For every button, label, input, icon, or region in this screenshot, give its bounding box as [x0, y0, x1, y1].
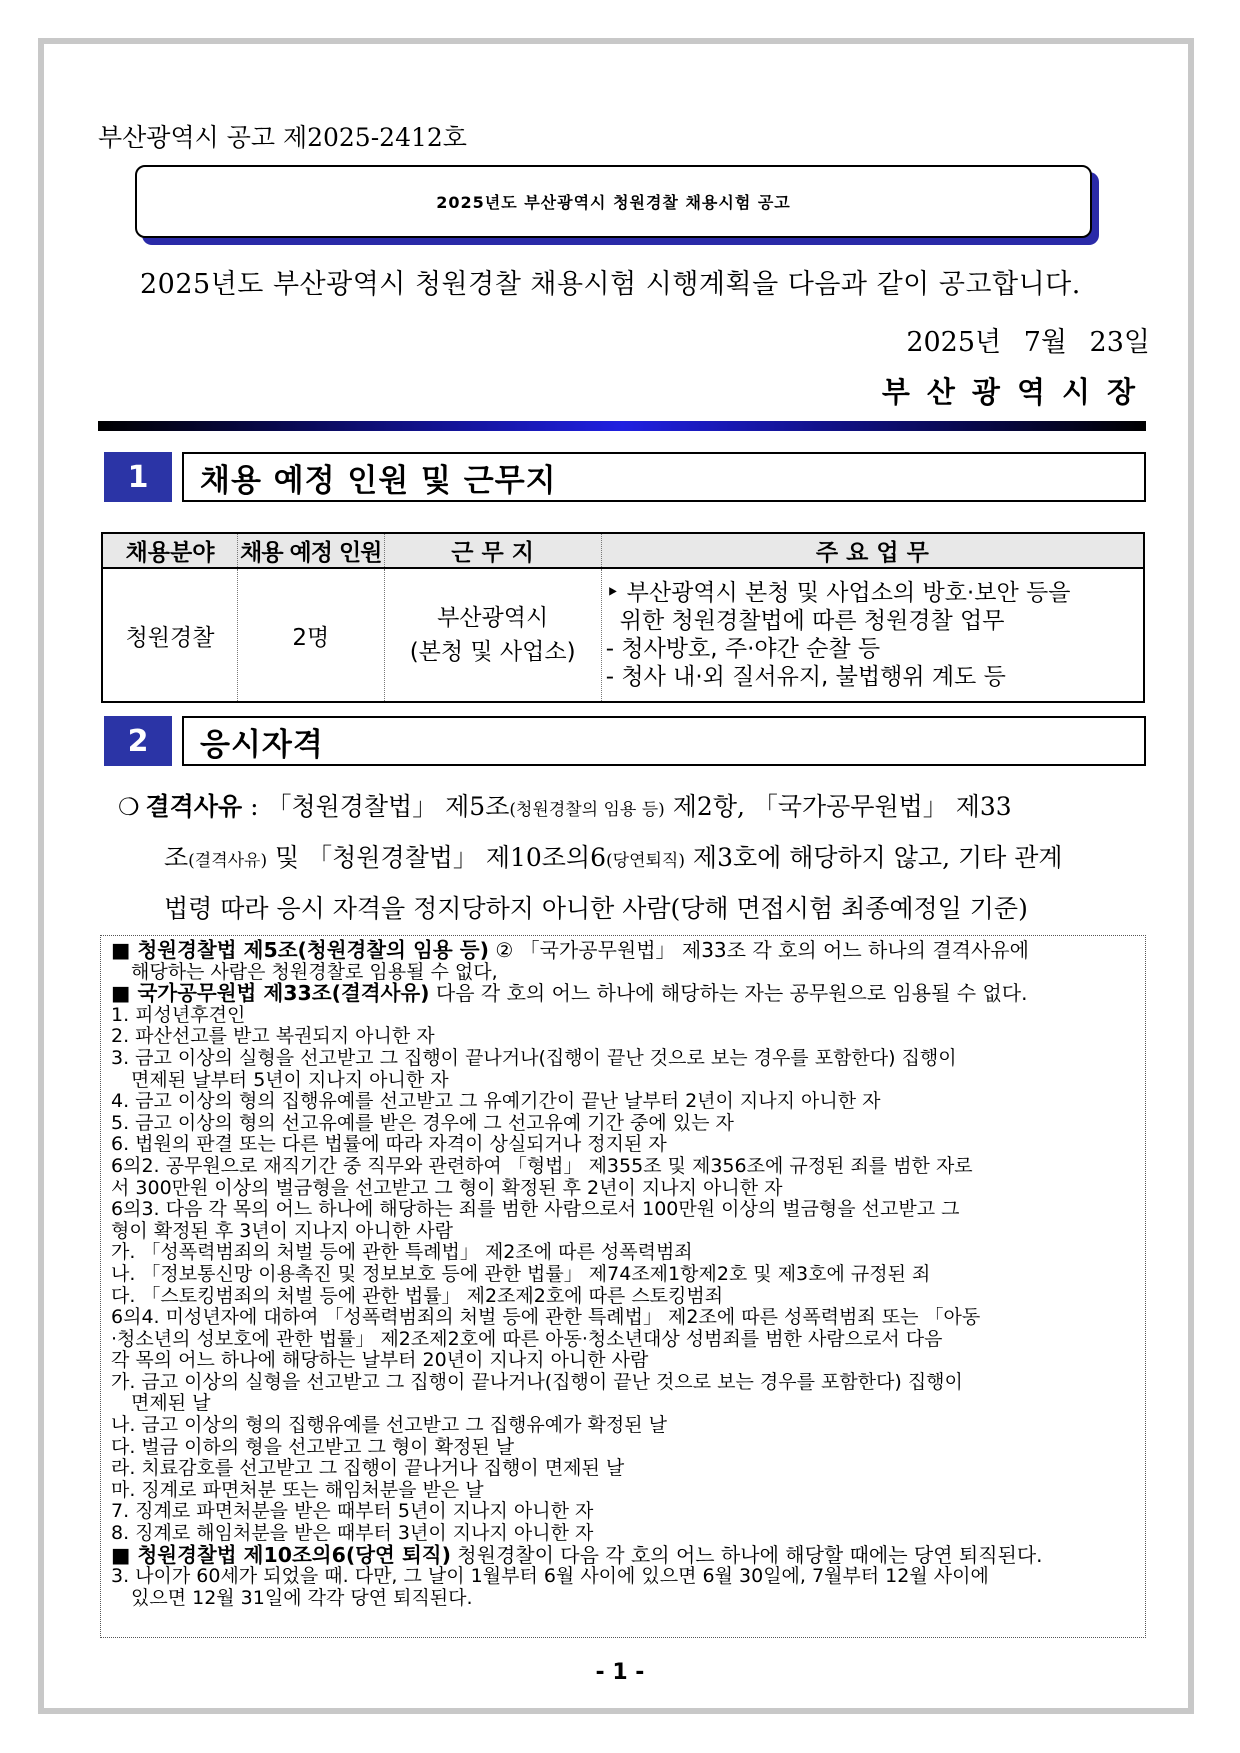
- law-text: ② 「국가공무원법」 제33조 각 호의 어느 하나의 결격사유에: [488, 938, 1029, 962]
- law-line: [111, 1070, 1135, 1092]
- law-text: 마. 징계로 파면처분 또는 해임처분을 받은 날: [111, 1478, 484, 1501]
- law-line: [111, 1437, 1135, 1459]
- qualification-paragraph: [118, 783, 1148, 932]
- qualification-text: 제3호에 해당하지 않고, 기타 관계: [684, 843, 1063, 872]
- law-line: [111, 983, 1135, 1005]
- law-line: [111, 1415, 1135, 1437]
- law-text: 다. 「스토킹범죄의 처벌 등에 관한 법률」 제2조제2호에 따른 스토킹범죄: [111, 1284, 724, 1307]
- law-line: [111, 1588, 1135, 1610]
- law-text: 서 300만원 이상의 벌금형을 선고받고 그 형이 확정된 후 2년이 지나지 아니한 자: [111, 1176, 783, 1199]
- law-line: [111, 1350, 1135, 1372]
- count-cell: 2명: [238, 568, 384, 702]
- section-1-number: 1: [104, 452, 172, 502]
- circle-bullet-icon: ❍: [118, 793, 140, 821]
- duty-line: 위한 청원경찰법에 따른 청원경찰 업무: [619, 608, 1005, 634]
- section-2-number: 2: [104, 716, 172, 766]
- section-2-title: 응시자격: [182, 716, 1146, 766]
- law-line: [111, 1458, 1135, 1480]
- qualification-small-text: (결격사유): [188, 851, 268, 871]
- qualification-text: 조: [164, 843, 189, 872]
- law-line: [111, 1372, 1135, 1394]
- qualification-text: : 「청원경찰법」 제5조: [242, 792, 510, 821]
- law-text: 2. 파산선고를 받고 복권되지 아니한 자: [111, 1025, 435, 1048]
- law-heading: ■ 청원경찰법 제5조(청원경찰의 임용 등): [111, 938, 489, 962]
- law-line: [111, 1264, 1135, 1286]
- law-line: [111, 1221, 1135, 1243]
- law-line: [111, 1242, 1135, 1264]
- header-duties: 주 요 업 무: [601, 533, 1144, 568]
- duty-line: ‣ 부산광역시 본청 및 사업소의 방호·보안 등을: [605, 580, 1071, 606]
- law-line: [111, 1113, 1135, 1135]
- duties-cell: [601, 568, 1144, 702]
- law-line: [111, 1005, 1135, 1027]
- header-count: 채용 예정 인원: [238, 533, 384, 568]
- law-line: [111, 962, 1135, 984]
- law-line: [111, 940, 1135, 962]
- qualification-text: 및 「청원경찰법」 제10조의6: [267, 843, 607, 872]
- law-text: 다음 각 호의 어느 하나에 해당하는 자는 공무원으로 임용될 수 없다.: [429, 981, 1028, 1006]
- hire-table-header: [102, 533, 1144, 568]
- law-line: [111, 1026, 1135, 1048]
- notice-number: 부산광역시 공고 제2025-2412호: [98, 123, 467, 152]
- law-line: [111, 1134, 1135, 1156]
- qualification-text: 제2항, 「국가공무원법」 제33: [664, 792, 1012, 821]
- header-location: 근 무 지: [384, 533, 601, 568]
- law-heading: ■ 청원경찰법 제10조의6(당연 퇴직): [111, 1542, 451, 1567]
- law-line: [111, 1480, 1135, 1502]
- duty-line: - 청사방호, 주·야간 순찰 등: [605, 636, 881, 662]
- notice-date: 2025년 7월 23일: [906, 327, 1150, 358]
- law-text: 라. 치료감호를 선고받고 그 집행이 끝나거나 집행이 면제된 날: [111, 1457, 625, 1480]
- law-line: [111, 1048, 1135, 1070]
- location-line-1: 부산광역시: [437, 605, 549, 631]
- law-line: [111, 1393, 1135, 1415]
- header-divider: [98, 421, 1146, 431]
- law-text: 형이 확정된 후 3년이 지나지 아니한 사람: [111, 1219, 453, 1242]
- intro-text: 2025년도 부산광역시 청원경찰 채용시험 시행계획을 다음과 같이 공고합니다.: [140, 269, 1081, 300]
- qualification-line: [118, 783, 1148, 834]
- law-line: [111, 1307, 1135, 1329]
- law-line: [111, 1286, 1135, 1308]
- law-excerpt-box: [100, 935, 1146, 1638]
- law-text: 6의2. 공무원으로 재직기간 중 직무와 관련하여 「형법」 제355조 및 제356조에 규정된 죄를 범한 자로: [111, 1154, 973, 1177]
- page-title: 2025년도 부산광역시 청원경찰 채용시험 공고: [135, 165, 1092, 238]
- header-field: 채용분야: [102, 533, 238, 568]
- qualification-head: 결격사유: [145, 792, 243, 821]
- law-text: 6의4. 미성년자에 대하여 「성폭력범죄의 처벌 등에 관한 특례법」 제2조에 따른 성폭력범죄 또는 「아동: [111, 1306, 981, 1329]
- qualification-line: 법령 따라 응시 자격을 정지당하지 아니한 사람(당해 면접시험 최종예정일 기준): [164, 894, 1028, 923]
- issuer: 부산광역시장: [881, 375, 1152, 409]
- law-text: 8. 징계로 해임처분을 받은 때부터 3년이 지나지 아니한 자: [111, 1522, 594, 1545]
- law-text: 가. 금고 이상의 실형을 선고받고 그 집행이 끝나거나(집행이 끝난 것으로 보는 경우를 포함한다) 집행이: [111, 1370, 963, 1393]
- law-text: 3. 나이가 60세가 되었을 때. 다만, 그 날이 1월부터 6월 사이에 있으면 6월 30일에, 7월부터 12월 사이에: [111, 1565, 989, 1588]
- law-text: 7. 징계로 파면처분을 받은 때부터 5년이 지나지 아니한 자: [111, 1500, 594, 1523]
- field-cell: 청원경찰: [102, 568, 238, 702]
- law-line: [111, 1501, 1135, 1523]
- law-text: 면제된 날: [131, 1392, 211, 1415]
- law-text: 있으면 12월 31일에 각각 당연 퇴직된다.: [131, 1586, 473, 1609]
- law-text: 5. 금고 이상의 형의 선고유예를 받은 경우에 그 선고유예 기간 중에 있는 자: [111, 1111, 734, 1134]
- qualification-small-text: (청원경찰의 임용 등): [509, 800, 665, 820]
- law-line: [111, 1091, 1135, 1113]
- law-text: 6. 법원의 판결 또는 다른 법률에 따라 자격이 상실되거나 정지된 자: [111, 1133, 667, 1156]
- law-line: [111, 1199, 1135, 1221]
- law-text: 각 목의 어느 하나에 해당하는 날부터 20년이 지나지 아니한 사람: [111, 1349, 649, 1372]
- table-row: [102, 568, 1144, 702]
- law-heading: ■ 국가공무원법 제33조(결격사유): [111, 981, 430, 1006]
- law-line: [111, 1329, 1135, 1351]
- law-text: 나. 「정보통신망 이용촉진 및 정보보호 등에 관한 법률」 제74조제1항제2호 및 제3호에 규정된 죄: [111, 1262, 931, 1285]
- law-text: ·청소년의 성보호에 관한 법률」 제2조제2호에 따른 아동·청소년대상 성범죄를 범한 사람으로서 다음: [111, 1327, 943, 1350]
- law-text: 가. 「성폭력범죄의 처벌 등에 관한 특례법」 제2조에 따른 성폭력범죄: [111, 1241, 693, 1264]
- law-text: 해당하는 사람은 청원경찰로 임용될 수 없다,: [131, 960, 498, 983]
- law-text: 3. 금고 이상의 실형을 선고받고 그 집행이 끝나거나(집행이 끝난 것으로 보는 경우를 포함한다) 집행이: [111, 1046, 957, 1069]
- law-line: [111, 1566, 1135, 1588]
- law-line: [111, 1178, 1135, 1200]
- qualification-small-text: (당연퇴직): [606, 851, 685, 871]
- law-text: 4. 금고 이상의 형의 집행유예를 선고받고 그 유예기간이 끝난 날부터 2년이 지나지 아니한 자: [111, 1090, 881, 1113]
- law-line: [111, 1156, 1135, 1178]
- section-1-title: 채용 예정 인원 및 근무지: [182, 452, 1146, 502]
- law-line: [111, 1523, 1135, 1545]
- page-number: - 1 -: [595, 1660, 645, 1685]
- law-text: 청원경찰이 다음 각 호의 어느 하나에 해당할 때에는 당연 퇴직된다.: [450, 1542, 1043, 1567]
- qualification-line: [118, 834, 1148, 885]
- law-text: 다. 벌금 이하의 형을 선고받고 그 형이 확정된 날: [111, 1435, 515, 1458]
- location-cell: [384, 568, 601, 702]
- duty-line: - 청사 내·외 질서유지, 불법행위 계도 등: [605, 664, 1006, 690]
- law-text: 1. 피성년후견인: [111, 1003, 246, 1026]
- law-text: 면제된 날부터 5년이 지나지 아니한 자: [131, 1068, 449, 1091]
- law-text: 6의3. 다음 각 목의 어느 하나에 해당하는 죄를 범한 사람으로서 100만원 이상의 벌금형을 선고받고 그: [111, 1198, 960, 1221]
- location-line-2: (본청 및 사업소): [409, 639, 576, 665]
- law-line: [111, 1542, 1135, 1567]
- hire-table: [101, 532, 1145, 703]
- law-text: 나. 금고 이상의 형의 집행유예를 선고받고 그 집행유예가 확정된 날: [111, 1414, 667, 1437]
